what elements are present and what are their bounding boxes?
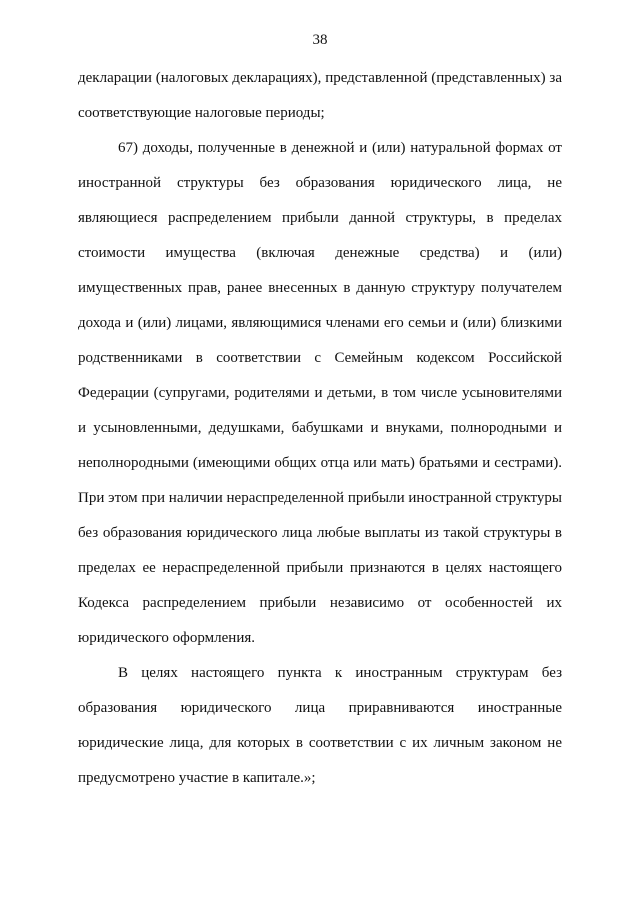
text-line: соответствующие налоговые периоды; (78, 105, 325, 121)
text-line: неполнородными (имеющими общих отца или мать) братьями и сестрами). (78, 455, 562, 471)
text-line: родственниками в соответствии с Семейным кодексом Российской (78, 350, 562, 366)
text-line: декларации (налоговых декларациях), представленной (представленных) за (78, 70, 562, 86)
text-line: без образования юридического лица любые выплаты из такой структуры в (78, 525, 562, 541)
text-line: образования юридического лица приравниваются иностранные (78, 700, 562, 716)
text-line: юридического оформления. (78, 630, 256, 646)
text-line: являющиеся распределением прибыли данной структуры, в пределах (78, 210, 562, 226)
text-line: При этом при наличии нераспределенной прибыли иностранной структуры (78, 490, 562, 506)
text-line: юридические лица, для которых в соответствии с их личным законом не (78, 735, 562, 751)
text-line: В целях настоящего пункта к иностранным структурам без (118, 665, 562, 681)
text-line: 67) доходы, полученные в денежной и (или) натуральной формах от (118, 140, 562, 156)
text-line: пределах ее нераспределенной прибыли признаются в целях настоящего (78, 560, 562, 576)
text-line: и усыновленными, дедушками, бабушками и внуками, полнородными и (78, 420, 562, 436)
page-number: 38 (312, 32, 328, 48)
text-line: Кодекса распределением прибыли независимо от особенностей их (78, 595, 562, 611)
text-line: иностранной структуры без образования юридического лица, не (78, 175, 562, 191)
text-line: Федерации (супругами, родителями и детьми, в том числе усыновителями (78, 385, 562, 401)
text-line: стоимости имущества (включая денежные средства) и (или) (78, 245, 562, 261)
text-line: предусмотрено участие в капитале.»; (78, 770, 316, 786)
text-line: имущественных прав, ранее внесенных в данную структуру получателем (78, 280, 562, 296)
text-line: дохода и (или) лицами, являющимися членами его семьи и (или) близкими (78, 315, 562, 331)
